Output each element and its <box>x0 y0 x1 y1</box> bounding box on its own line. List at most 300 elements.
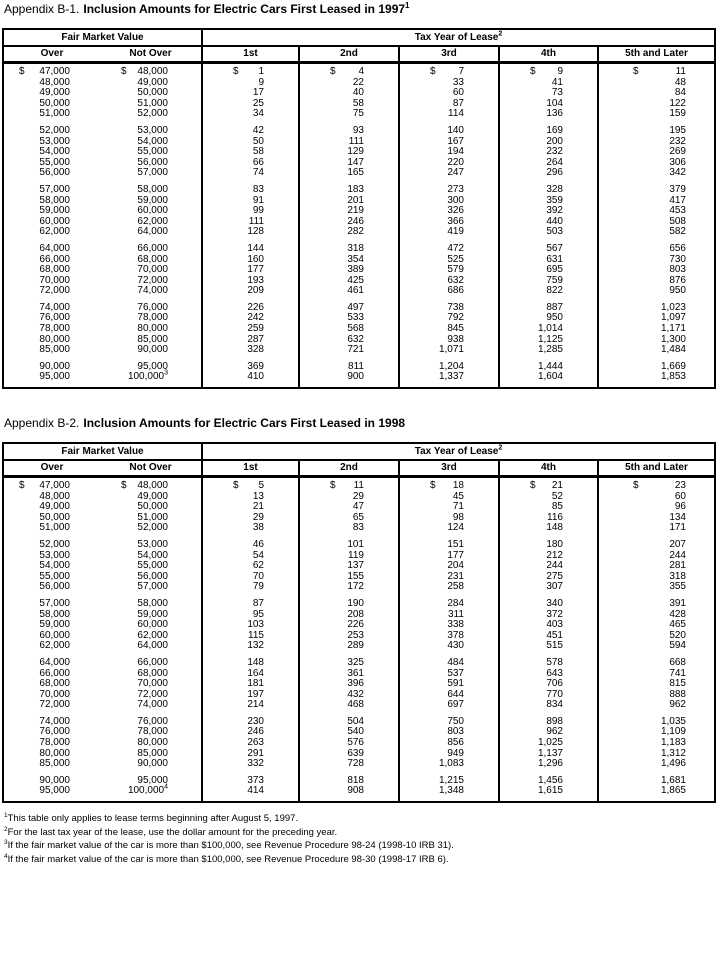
cell-value: 47 <box>352 501 364 513</box>
cell-value: 50,000 <box>39 97 70 109</box>
cell-value: 78,000 <box>137 726 168 738</box>
amount-cell <box>498 641 597 652</box>
table-row <box>4 658 714 669</box>
cell-value: 52,000 <box>137 522 168 534</box>
amount-cell <box>298 88 398 99</box>
cell-value: 52,000 <box>137 108 168 120</box>
cell-value: 1,348 <box>438 785 464 797</box>
cell-value: 76,000 <box>39 726 70 738</box>
amount-cell <box>498 227 597 238</box>
amount-cell <box>398 67 498 78</box>
cell-value: 1,097 <box>660 312 686 324</box>
spacer-cell <box>201 383 298 387</box>
fmv-cell <box>100 759 201 770</box>
cell-value: 803 <box>447 726 464 738</box>
cell-value: 1,681 <box>660 774 686 786</box>
cell-value: 49,000 <box>137 76 168 88</box>
fmv-cell <box>4 786 100 797</box>
cell-value: 90,000 <box>137 758 168 770</box>
amount-cell <box>201 481 298 492</box>
column-header-not-over: Not Over <box>129 48 172 59</box>
cell-value: 643 <box>546 667 563 679</box>
cell-value: 579 <box>447 264 464 276</box>
cell-value: 56,000 <box>39 581 70 593</box>
cell-value: 59,000 <box>39 619 70 631</box>
cell-value: 815 <box>669 678 686 690</box>
cell-value: 55,000 <box>137 560 168 572</box>
amount-cell <box>201 786 298 797</box>
cell-value: 83 <box>252 183 264 195</box>
amount-cell <box>201 185 298 196</box>
cell-value: 432 <box>347 688 364 700</box>
cell-value: 56,000 <box>137 570 168 582</box>
cell-value: 465 <box>669 619 686 631</box>
cell-value: 48,000 <box>39 490 70 502</box>
cell-value: 70,000 <box>39 688 70 700</box>
spacer-cell <box>498 797 597 801</box>
cell-value: 74 <box>252 167 264 179</box>
fmv-cell <box>4 658 100 669</box>
amount-cell <box>201 147 298 158</box>
cell-value: 11 <box>675 66 686 77</box>
cell-value: 1,204 <box>438 360 464 372</box>
fair-market-value-header: Fair Market Value <box>61 446 144 457</box>
amount-cell <box>201 286 298 297</box>
dollar-sign: $ <box>633 66 639 77</box>
cell-value: 99 <box>252 205 264 217</box>
cell-value: 64,000 <box>39 242 70 254</box>
cell-value: 57,000 <box>39 597 70 609</box>
cell-value: 264 <box>546 156 563 168</box>
appendix-b1-section <box>2 2 718 389</box>
cell-value: 378 <box>447 629 464 641</box>
amount-cell <box>298 759 398 770</box>
cell-value: 68,000 <box>39 678 70 690</box>
cell-value: 119 <box>348 549 364 561</box>
amount-cell <box>597 599 714 610</box>
table-title-footnote-marker: 1 <box>405 1 410 10</box>
cell-value: 525 <box>447 253 464 265</box>
cell-value: 70,000 <box>39 274 70 286</box>
table-title-main: Inclusion Amounts for Electric Cars First Leased in 1998 <box>83 416 406 430</box>
cell-value: 58,000 <box>39 608 70 620</box>
cell-value: 53,000 <box>39 135 70 147</box>
footnote-text: If the fair market value of the car is more than $100,000, see Revenue Procedure 98-24 (1998-10 IRB 31). <box>7 840 454 851</box>
cell-value: 128 <box>247 226 264 238</box>
cell-value: 74,000 <box>39 715 70 727</box>
cell-value: 55,000 <box>39 156 70 168</box>
cell-value: 417 <box>669 194 686 206</box>
tax-year-of-lease-header <box>201 444 714 459</box>
cell-value: 65 <box>352 511 364 523</box>
cell-value: 17 <box>252 87 264 99</box>
cell-value: 172 <box>347 581 364 593</box>
spacer-row <box>4 383 714 387</box>
cell-value: 738 <box>447 301 464 313</box>
table-row <box>4 109 714 120</box>
cell-value: 58 <box>352 97 364 109</box>
cell-value: 122 <box>669 97 686 109</box>
amount-cell <box>498 67 597 78</box>
cell-value: 686 <box>447 285 464 297</box>
cell-value: 1,171 <box>660 323 686 335</box>
amount-cell <box>597 572 714 583</box>
dollar-sign: $ <box>233 66 239 77</box>
cell-value: 46 <box>252 538 264 550</box>
amount-cell <box>597 631 714 642</box>
cell-value: 1,615 <box>537 785 563 797</box>
amount-cell <box>597 147 714 158</box>
cell-value: 263 <box>247 737 264 749</box>
table-row <box>4 185 714 196</box>
table-row <box>4 700 714 711</box>
cell-value: 908 <box>347 785 364 797</box>
cell-value: 226 <box>347 619 364 631</box>
fmv-cell <box>100 582 201 593</box>
cell-value: 62 <box>252 560 264 572</box>
cell-value: 273 <box>447 183 464 195</box>
amount-cell <box>298 540 398 551</box>
table-row <box>4 641 714 652</box>
dollar-sign: $ <box>330 66 336 77</box>
cell-value: 151 <box>447 538 464 550</box>
table-group-header-row <box>4 30 714 47</box>
fmv-cell <box>4 540 100 551</box>
amount-cell <box>201 551 298 562</box>
cell-value: 200 <box>546 135 563 147</box>
cell-value: 29 <box>252 511 264 523</box>
cell-value: 1,285 <box>537 344 563 356</box>
cell-value: 232 <box>546 146 563 158</box>
cell-value: 78,000 <box>137 312 168 324</box>
cell-value: 193 <box>247 274 264 286</box>
cell-value: 533 <box>347 312 364 324</box>
amount-cell <box>597 255 714 266</box>
amount-cell <box>597 738 714 749</box>
amount-cell <box>201 582 298 593</box>
cell-value: 85 <box>551 501 563 513</box>
cell-value: 34 <box>252 108 264 120</box>
cell-value: 204 <box>447 560 464 572</box>
dollar-sign: $ <box>330 480 336 491</box>
amount-cell <box>597 303 714 314</box>
cell-value: 83 <box>352 522 364 534</box>
cell-value: 451 <box>546 629 563 641</box>
cell-value: 1,496 <box>660 758 686 770</box>
cell-value: 396 <box>347 678 364 690</box>
cell-value: 247 <box>447 167 464 179</box>
cell-value: 1,865 <box>660 785 686 797</box>
cell-value: 155 <box>347 570 364 582</box>
cell-value: 244 <box>546 560 563 572</box>
amount-cell <box>597 610 714 621</box>
cell-value: 60,000 <box>39 629 70 641</box>
inclusion-amounts-table-1998 <box>2 442 716 803</box>
amount-cell <box>498 168 597 179</box>
amount-cell <box>597 206 714 217</box>
cell-value: 171 <box>669 522 686 534</box>
cell-value: 259 <box>247 323 264 335</box>
cell-value: 48,000 <box>39 76 70 88</box>
amount-cell <box>201 137 298 148</box>
amount-cell <box>398 492 498 503</box>
cell-value: 73 <box>551 87 563 99</box>
cell-value: 62,000 <box>39 226 70 238</box>
cell-value: 1,137 <box>537 747 563 759</box>
cell-value: 70 <box>252 570 264 582</box>
cell-value: 208 <box>347 608 364 620</box>
cell-value: 1,109 <box>660 726 686 738</box>
cell-value: 576 <box>347 737 364 749</box>
fair-market-value-header: Fair Market Value <box>61 32 144 43</box>
dollar-sign: $ <box>233 480 239 491</box>
cell-value: 379 <box>669 183 686 195</box>
cell-value: 1,215 <box>438 774 464 786</box>
dollar-sign: $ <box>530 480 536 491</box>
cell-value: 85,000 <box>137 747 168 759</box>
amount-cell <box>298 481 398 492</box>
cell-value: 1,071 <box>438 344 464 356</box>
cell-value: 354 <box>347 253 364 265</box>
cell-value: 1,853 <box>660 371 686 383</box>
cell-value: 147 <box>347 156 364 168</box>
cell-value: 78,000 <box>39 737 70 749</box>
cell-value: 697 <box>447 699 464 711</box>
amount-cell <box>201 572 298 583</box>
amount-cell <box>398 126 498 137</box>
amount-cell <box>597 658 714 669</box>
cell-value: 75 <box>352 108 364 120</box>
fmv-cell <box>100 286 201 297</box>
cell-value: 242 <box>247 312 264 324</box>
cell-value: 84 <box>674 87 686 99</box>
cell-value: 212 <box>546 549 563 561</box>
cell-value: 214 <box>247 699 264 711</box>
amount-cell <box>498 185 597 196</box>
amount-cell <box>597 227 714 238</box>
cell-value: 51,000 <box>39 522 70 534</box>
cell-value: 144 <box>247 242 264 254</box>
amount-cell <box>298 99 398 110</box>
amount-cell <box>201 641 298 652</box>
amount-cell <box>201 345 298 356</box>
cell-value: 96 <box>674 501 686 513</box>
cell-value: 13 <box>252 490 264 502</box>
cell-value: 22 <box>352 76 364 88</box>
cell-value: 4 <box>358 66 364 77</box>
cell-value: 68,000 <box>39 264 70 276</box>
spacer-cell <box>100 797 201 801</box>
fmv-cell <box>4 67 100 78</box>
amount-cell <box>498 599 597 610</box>
cell-value: 414 <box>247 785 264 797</box>
table-body <box>4 64 714 387</box>
amount-cell <box>398 641 498 652</box>
cell-value: 472 <box>447 242 464 254</box>
fmv-cell <box>100 67 201 78</box>
tax-year-footnote-marker: 2 <box>498 444 503 452</box>
amount-cell <box>201 523 298 534</box>
column-header-not-over: Not Over <box>129 462 172 473</box>
fmv-cell <box>4 523 100 534</box>
cell-value: 90,000 <box>137 344 168 356</box>
cell-value: 51,000 <box>39 108 70 120</box>
table-column-header-row <box>4 47 714 64</box>
cell-value: 50,000 <box>137 87 168 99</box>
cell-value: 49,000 <box>137 490 168 502</box>
cell-value: 51,000 <box>137 97 168 109</box>
cell-value: 177 <box>247 264 264 276</box>
amount-cell <box>597 99 714 110</box>
amount-cell <box>597 265 714 276</box>
amount-cell <box>298 286 398 297</box>
fmv-cell <box>4 700 100 711</box>
amount-cell <box>201 88 298 99</box>
cell-value: 42 <box>252 124 264 136</box>
amount-cell <box>398 658 498 669</box>
cell-value: 540 <box>347 726 364 738</box>
amount-cell <box>398 582 498 593</box>
cell-value: 90,000 <box>39 360 70 372</box>
cell-value: 300 <box>447 194 464 206</box>
cell-value: 207 <box>669 538 686 550</box>
cell-value: 1,456 <box>537 774 563 786</box>
amount-cell <box>597 776 714 787</box>
cell-value: 48,000 <box>137 66 168 77</box>
table-row <box>4 244 714 255</box>
cell-value: 328 <box>247 344 264 356</box>
inclusion-amounts-table-1997 <box>2 28 716 389</box>
cell-value: 23 <box>674 480 686 491</box>
cell-value: 181 <box>247 678 264 690</box>
cell-value: 631 <box>546 253 563 265</box>
cell-value: 1,183 <box>660 737 686 749</box>
fmv-cell <box>4 109 100 120</box>
amount-cell <box>597 313 714 324</box>
amount-cell <box>398 185 498 196</box>
fmv-cell <box>100 540 201 551</box>
cell-value: 93 <box>352 124 364 136</box>
spacer-cell <box>597 383 714 387</box>
cell-value: 29 <box>352 490 364 502</box>
cell-value: 246 <box>247 726 264 738</box>
amount-cell <box>398 481 498 492</box>
cell-value: 887 <box>546 301 563 313</box>
cell-value: 231 <box>447 570 464 582</box>
table-title-main: Inclusion Amounts for Electric Cars First Leased in 1997 <box>83 2 406 16</box>
amount-cell <box>298 700 398 711</box>
cell-value: 53,000 <box>137 124 168 136</box>
fmv-cell <box>4 759 100 770</box>
amount-cell <box>597 196 714 207</box>
cell-value: 728 <box>347 758 364 770</box>
cell-value: 594 <box>669 640 686 652</box>
cell-value: 169 <box>546 124 563 136</box>
spacer-cell <box>201 797 298 801</box>
fmv-cell <box>100 109 201 120</box>
cell-value: 52 <box>551 490 563 502</box>
amount-cell <box>398 227 498 238</box>
cell-value: 66,000 <box>137 656 168 668</box>
footnote-text: This table only applies to lease terms beginning after August 5, 1997. <box>7 813 299 824</box>
tax-year-of-lease-header <box>201 30 714 45</box>
cell-value: 41 <box>551 76 563 88</box>
cell-value: 962 <box>669 699 686 711</box>
cell-value: 66,000 <box>137 242 168 254</box>
cell-value: 822 <box>546 285 563 297</box>
cell-value: 148 <box>247 656 264 668</box>
amount-cell <box>597 88 714 99</box>
amount-cell <box>298 658 398 669</box>
fmv-cell <box>100 641 201 652</box>
spacer-cell <box>4 383 100 387</box>
cell-value: 369 <box>247 360 264 372</box>
cell-value: 389 <box>347 264 364 276</box>
cell-value: 898 <box>546 715 563 727</box>
cell-value: 50,000 <box>39 511 70 523</box>
spacer-cell <box>298 383 398 387</box>
cell-value: 644 <box>447 688 464 700</box>
table-body <box>4 478 714 801</box>
cell-value: 876 <box>669 274 686 286</box>
cell-value: 164 <box>247 667 264 679</box>
amount-cell <box>597 168 714 179</box>
cell-value: 246 <box>347 215 364 227</box>
cell-value: 582 <box>669 226 686 238</box>
amount-cell <box>201 67 298 78</box>
amount-cell <box>298 78 398 89</box>
amount-cell <box>597 690 714 701</box>
cell-value: 520 <box>669 629 686 641</box>
cell-value: 803 <box>669 264 686 276</box>
cell-value: 730 <box>669 253 686 265</box>
dollar-sign: $ <box>121 66 127 77</box>
table-row <box>4 481 714 492</box>
cell-value: 38 <box>252 522 264 534</box>
fmv-cell <box>100 126 201 137</box>
dollar-sign: $ <box>633 480 639 491</box>
cell-value: 372 <box>546 608 563 620</box>
amount-cell <box>498 540 597 551</box>
amount-cell <box>498 658 597 669</box>
cell-value: 281 <box>669 560 686 572</box>
amount-cell <box>597 540 714 551</box>
cell-value: 949 <box>447 747 464 759</box>
amount-cell <box>597 324 714 335</box>
cell-value: 54,000 <box>137 135 168 147</box>
amount-cell <box>201 196 298 207</box>
table-row <box>4 345 714 356</box>
column-header-3rd: 3rd <box>398 461 498 475</box>
cell-value: 269 <box>669 146 686 158</box>
cell-value: 62,000 <box>137 215 168 227</box>
amount-cell <box>597 561 714 572</box>
cell-value: 306 <box>669 156 686 168</box>
cell-value: 425 <box>347 274 364 286</box>
cell-value: 64,000 <box>39 656 70 668</box>
table-group-header-row <box>4 444 714 461</box>
amount-cell <box>597 158 714 169</box>
cell-value: 845 <box>447 323 464 335</box>
amount-cell <box>201 227 298 238</box>
cell-value: 1,669 <box>660 360 686 372</box>
cell-value: 91 <box>252 194 264 206</box>
amount-cell <box>498 78 597 89</box>
dollar-sign: $ <box>19 480 25 491</box>
amount-cell <box>398 78 498 89</box>
amount-cell <box>201 109 298 120</box>
cell-value: 134 <box>669 511 686 523</box>
